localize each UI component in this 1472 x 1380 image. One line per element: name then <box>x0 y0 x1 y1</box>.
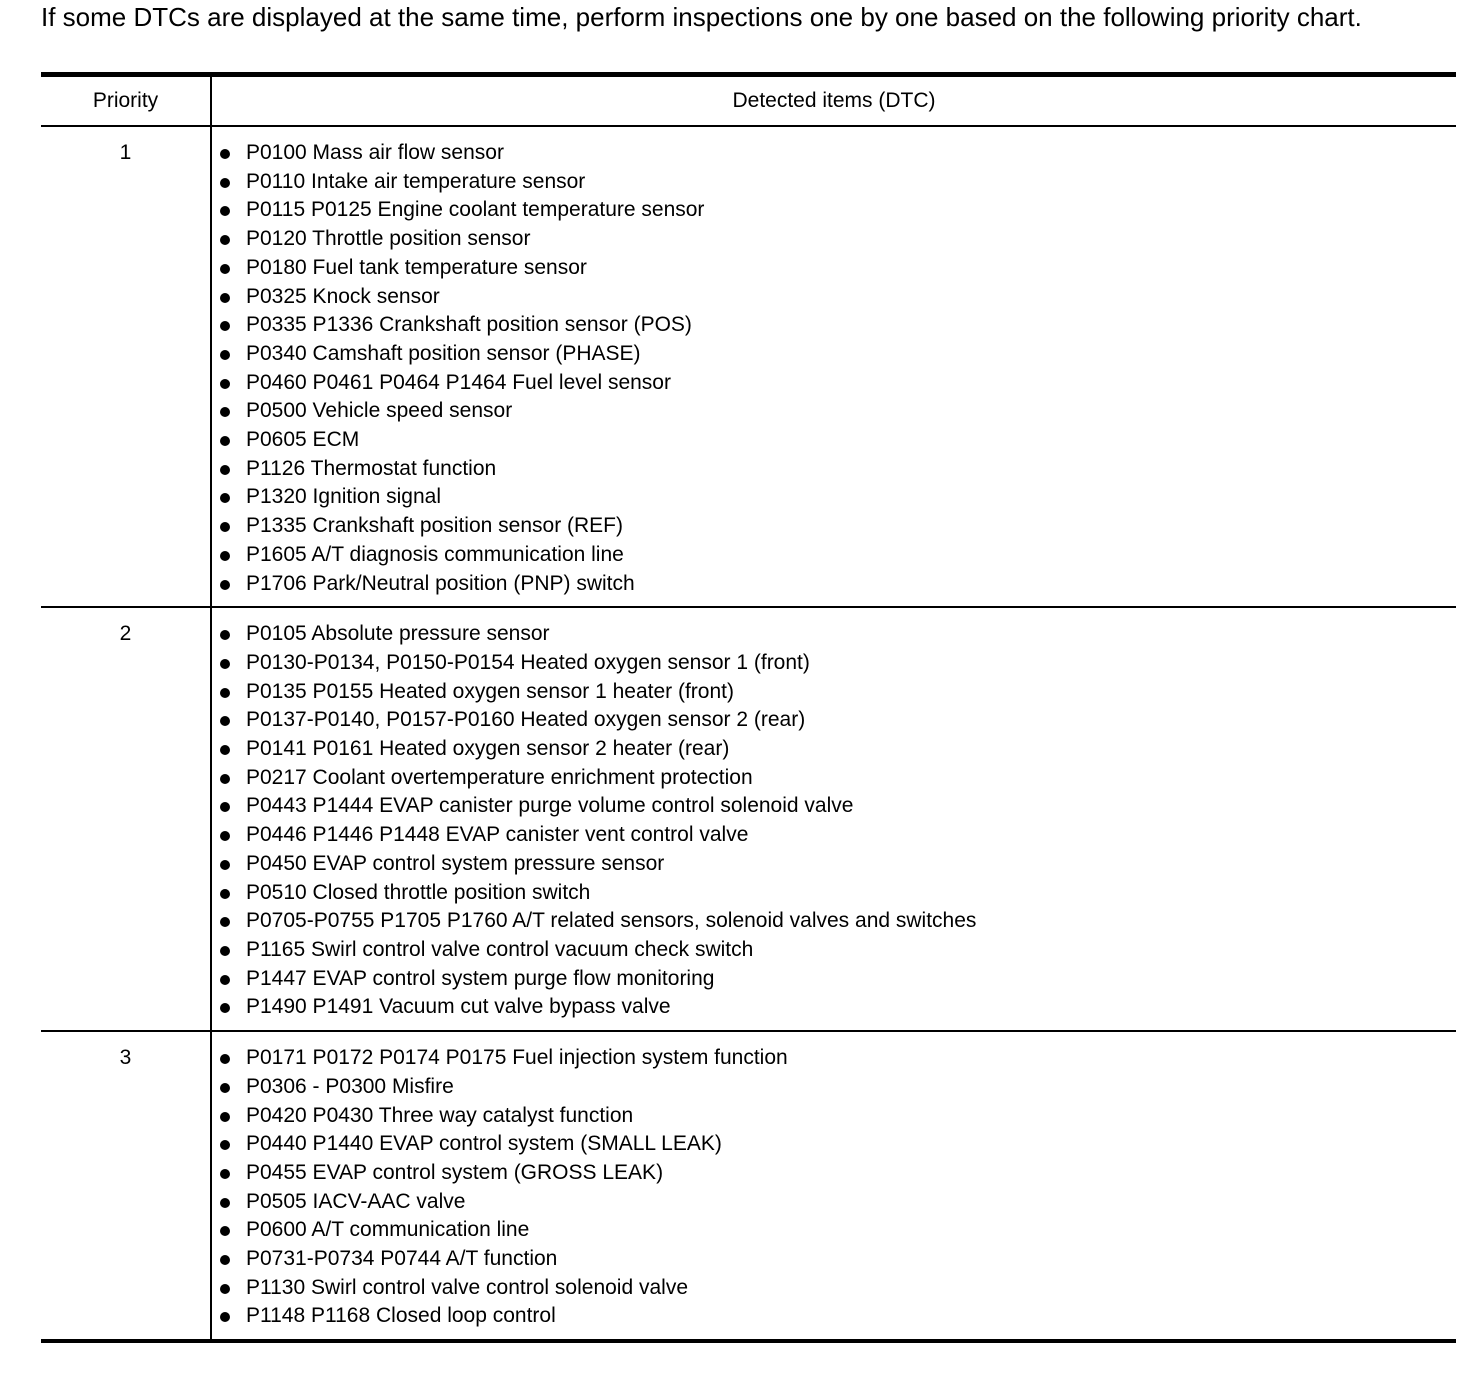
bullet-icon <box>220 235 230 245</box>
bullet-icon <box>220 1255 230 1265</box>
bullet-icon <box>220 436 230 446</box>
dtc-item-text: P1335 Crankshaft position sensor (REF) <box>246 514 624 538</box>
list-item <box>220 764 1456 793</box>
list-item <box>220 1102 1456 1131</box>
detected-items-cell <box>211 1031 1456 1341</box>
list-item <box>220 1130 1456 1159</box>
list-item <box>220 1274 1456 1303</box>
list-item <box>220 397 1456 426</box>
bullet-icon <box>220 149 230 159</box>
dtc-item-text: P1490 P1491 Vacuum cut valve bypass valve <box>246 995 671 1019</box>
bullet-icon <box>220 917 230 927</box>
table-body <box>41 126 1456 1341</box>
table-header-row <box>41 75 1456 127</box>
dtc-list <box>212 620 1456 1022</box>
dtc-item-text: P0705-P0755 P1705 P1760 A/T related sensors, solenoid valves and switches <box>246 909 977 933</box>
dtc-item-text: P0217 Coolant overtemperature enrichment protection <box>246 765 753 789</box>
detected-items-cell <box>211 607 1456 1031</box>
dtc-item-text: P0460 P0461 P0464 P1464 Fuel level sensor <box>246 370 671 394</box>
dtc-item-text: P1126 Thermostat function <box>246 456 497 480</box>
dtc-item-text: P0605 ECM <box>246 428 360 452</box>
dtc-item-text: P0440 P1440 EVAP control system (SMALL LEAK) <box>246 1132 722 1156</box>
list-item <box>220 512 1456 541</box>
dtc-item-text: P0325 Knock sensor <box>246 284 440 308</box>
dtc-priority-table-container <box>41 72 1456 1343</box>
list-item <box>220 1302 1456 1331</box>
dtc-item-text: P0100 Mass air flow sensor <box>246 141 504 164</box>
list-item <box>220 850 1456 879</box>
list-item <box>220 483 1456 512</box>
dtc-item-text: P0171 P0172 P0174 P0175 Fuel injection system function <box>246 1046 788 1070</box>
dtc-item-text: P1148 P1168 Closed loop control <box>246 1304 556 1328</box>
bullet-icon <box>220 580 230 590</box>
dtc-item-text: P0450 EVAP control system pressure sensor <box>246 851 665 875</box>
dtc-item-text: P0180 Fuel tank temperature sensor <box>246 255 587 279</box>
dtc-item-text: P0130-P0134, P0150-P0154 Heated oxygen sensor 1 (front) <box>246 650 810 674</box>
list-item <box>220 340 1456 369</box>
list-item <box>220 311 1456 340</box>
dtc-item-text: P0510 Closed throttle position switch <box>246 880 591 904</box>
list-item <box>220 283 1456 312</box>
list-item <box>220 735 1456 764</box>
bullet-icon <box>220 264 230 274</box>
list-item <box>220 649 1456 678</box>
priority-column-header: Priority <box>41 75 211 127</box>
bullet-icon <box>220 659 230 669</box>
priority-cell: 1 <box>41 126 211 607</box>
bullet-icon <box>220 350 230 360</box>
bullet-icon <box>220 831 230 841</box>
list-item <box>220 254 1456 283</box>
dtc-item-text: P1605 A/T diagnosis communication line <box>246 542 624 566</box>
dtc-item-text: P0141 P0161 Heated oxygen sensor 2 heater (rear) <box>246 737 730 761</box>
dtc-item-text: P1447 EVAP control system purge flow monitoring <box>246 966 715 990</box>
bullet-icon <box>220 1083 230 1093</box>
bullet-icon <box>220 493 230 503</box>
list-item <box>220 426 1456 455</box>
dtc-item-text: P0420 P0430 Three way catalyst function <box>246 1103 634 1127</box>
bullet-icon <box>220 889 230 899</box>
dtc-item-text: P0443 P1444 EVAP canister purge volume control solenoid valve <box>246 794 854 818</box>
bullet-icon <box>220 860 230 870</box>
dtc-list <box>212 139 1456 598</box>
bullet-icon <box>220 1312 230 1322</box>
list-item <box>220 821 1456 850</box>
dtc-item-text: P0105 Absolute pressure sensor <box>246 622 550 646</box>
dtc-item-text: P0500 Vehicle speed sensor <box>246 399 513 423</box>
dtc-item-text: P0110 Intake air temperature sensor <box>246 169 586 193</box>
priority-cell: 3 <box>41 1031 211 1341</box>
list-item <box>220 706 1456 735</box>
dtc-item-text: P0505 IACV-AAC valve <box>246 1189 466 1213</box>
bullet-icon <box>220 551 230 561</box>
bullet-icon <box>220 975 230 985</box>
list-item <box>220 993 1456 1022</box>
intro-paragraph: If some DTCs are displayed at the same time, perform inspections one by one based on the following priority chart. <box>41 2 1362 32</box>
bullet-icon <box>220 1226 230 1236</box>
list-item <box>220 678 1456 707</box>
list-item <box>220 168 1456 197</box>
dtc-item-text: P1706 Park/Neutral position (PNP) switch <box>246 571 635 595</box>
dtc-item-text: P0340 Camshaft position sensor (PHASE) <box>246 341 641 365</box>
list-item <box>220 225 1456 254</box>
bullet-icon <box>220 946 230 956</box>
bullet-icon <box>220 802 230 812</box>
bullet-icon <box>220 1140 230 1150</box>
list-item <box>220 541 1456 570</box>
list-item <box>220 936 1456 965</box>
dtc-item-text: P0600 A/T communication line <box>246 1218 530 1242</box>
dtc-item-text: P0137-P0140, P0157-P0160 Heated oxygen sensor 2 (rear) <box>246 708 806 732</box>
bullet-icon <box>220 1112 230 1122</box>
list-item <box>220 907 1456 936</box>
dtc-item-text: P0135 P0155 Heated oxygen sensor 1 heater (front) <box>246 679 734 703</box>
bullet-icon <box>220 407 230 417</box>
list-item <box>220 139 1456 168</box>
table-row <box>41 126 1456 607</box>
bullet-icon <box>220 206 230 216</box>
dtc-item-text: P0455 EVAP control system (GROSS LEAK) <box>246 1160 664 1184</box>
dtc-item-text: P0120 Throttle position sensor <box>246 227 531 251</box>
dtc-item-text: P1165 Swirl control valve control vacuum check switch <box>246 937 754 961</box>
bullet-icon <box>220 745 230 755</box>
list-item <box>220 1216 1456 1245</box>
bullet-icon <box>220 293 230 303</box>
list-item <box>220 369 1456 398</box>
bullet-icon <box>220 522 230 532</box>
bullet-icon <box>220 1003 230 1013</box>
dtc-item-text: P0731-P0734 P0744 A/T function <box>246 1247 558 1271</box>
dtc-item-text: P1130 Swirl control valve control solenoid valve <box>246 1275 689 1299</box>
bullet-icon <box>220 630 230 640</box>
list-item <box>220 792 1456 821</box>
bullet-icon <box>220 1284 230 1294</box>
list-item <box>220 1044 1456 1073</box>
bullet-icon <box>220 1198 230 1208</box>
bullet-icon <box>220 321 230 331</box>
dtc-item-text: P0115 P0125 Engine coolant temperature sensor <box>246 198 705 222</box>
dtc-item-text: P1320 Ignition signal <box>246 485 441 509</box>
dtc-item-text: P0306 - P0300 Misfire <box>246 1074 454 1098</box>
bullet-icon <box>220 774 230 784</box>
bullet-icon <box>220 1054 230 1064</box>
bullet-icon <box>220 716 230 726</box>
bullet-icon <box>220 178 230 188</box>
list-item <box>220 1159 1456 1188</box>
priority-cell: 2 <box>41 607 211 1031</box>
dtc-item-text: P0446 P1446 P1448 EVAP canister vent control valve <box>246 823 749 847</box>
list-item <box>220 1188 1456 1217</box>
bullet-icon <box>220 465 230 475</box>
bullet-icon <box>220 1169 230 1179</box>
table-row <box>41 1031 1456 1341</box>
list-item <box>220 620 1456 649</box>
dtc-item-text: P0335 P1336 Crankshaft position sensor (POS) <box>246 313 692 337</box>
detected-items-column-header: Detected items (DTC) <box>732 89 936 112</box>
list-item <box>220 455 1456 484</box>
dtc-list <box>212 1044 1456 1331</box>
bullet-icon <box>220 688 230 698</box>
list-item <box>220 965 1456 994</box>
list-item <box>220 570 1456 599</box>
dtc-priority-table <box>41 72 1456 1343</box>
table-row <box>41 607 1456 1031</box>
list-item <box>220 879 1456 908</box>
detected-items-cell <box>211 126 1456 607</box>
list-item <box>220 1073 1456 1102</box>
list-item <box>220 1245 1456 1274</box>
list-item <box>220 196 1456 225</box>
bullet-icon <box>220 379 230 389</box>
